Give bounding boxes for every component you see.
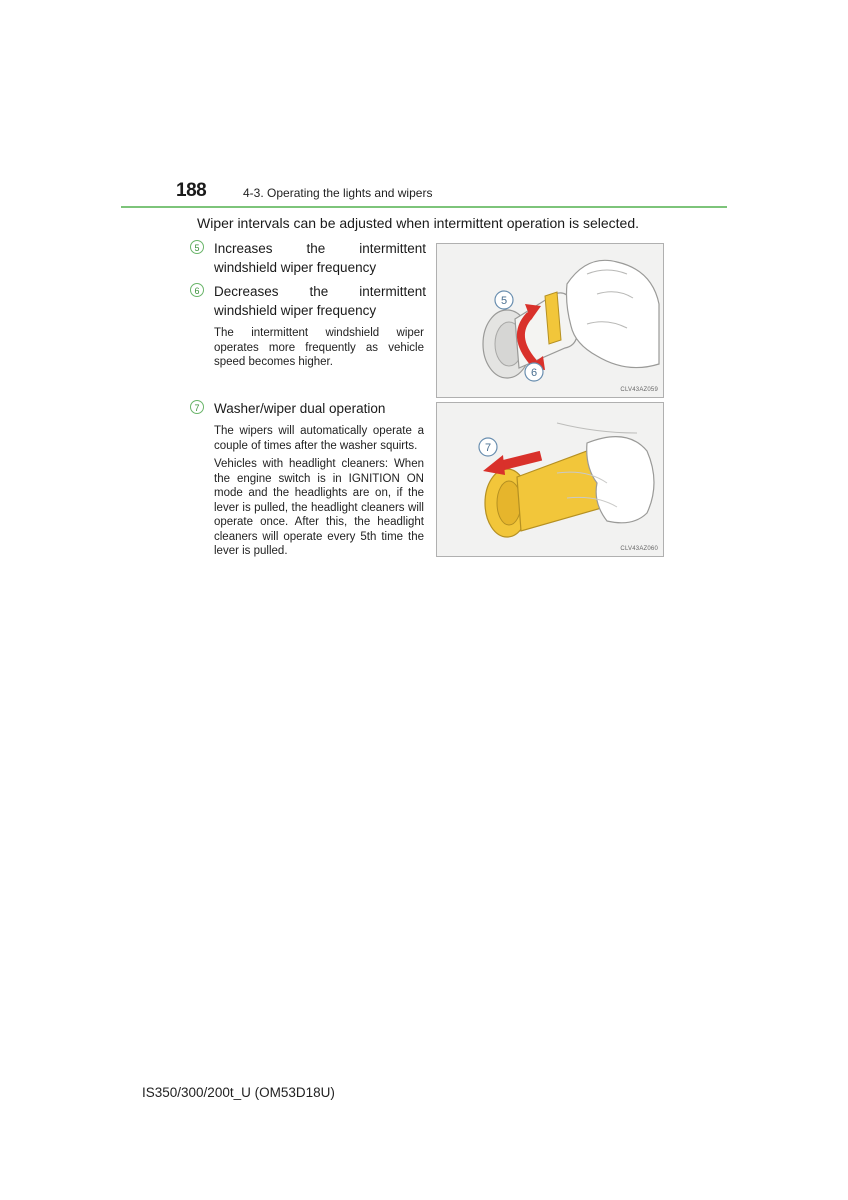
note-headlight-cleaners: Vehicles with headlight cleaners: When the engine switch is in IGNITION ON mode and the headlights are on, if the lever is pulled, the headlight cleaners will operate once. After this, the headlight cleaners will operate every 5th time the lever is pulled. [214,458,424,557]
item-label-7: Washer/wiper dual operation [214,401,386,416]
number-5-icon: 5 [190,240,204,254]
figure-wiper-frequency [436,243,664,398]
item-label-6: Decreases the intermittent windshield wiper frequency [214,284,426,318]
svg-text:5: 5 [500,295,508,307]
item-label-5: Increases the intermittent windshield wiper frequency [214,241,426,275]
note-washer: The wipers will automatically operate a couple of times after the washer squirts. [214,425,424,452]
figure-code-2: CLV43AZ060 [620,546,658,552]
figure-code-1: CLV43AZ059 [620,387,658,393]
wiper-lever-rotate-illustration [437,244,663,397]
wiper-lever-pull-illustration [437,403,663,556]
header-rule [121,206,727,208]
note-frequency: The intermittent windshield wiper operates more frequently as vehicle speed becomes higher. [214,327,424,368]
section-title: 4-3. Operating the lights and wipers [243,186,433,200]
svg-text:7: 7 [484,442,492,454]
list-item-6 [190,282,426,320]
figure-washer-pull [436,402,664,557]
list-item-7 [190,399,426,418]
number-6-icon: 6 [190,283,204,297]
page-number: 188 [176,180,207,201]
intro-text: Wiper intervals can be adjusted when intermittent operation is selected. [197,215,640,231]
footer-model: IS350/300/200t_U (OM53D18U) [142,1085,335,1100]
list-item-5 [190,239,426,277]
number-7-icon: 7 [190,400,204,414]
svg-text:6: 6 [530,367,538,379]
